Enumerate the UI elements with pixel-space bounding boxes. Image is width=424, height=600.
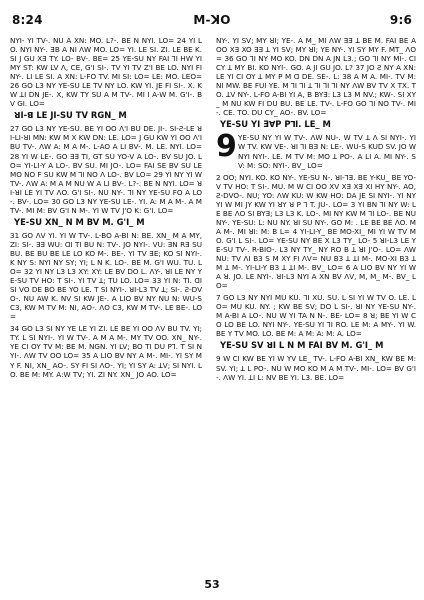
section-heading: YE-SU SV ꓤI L N M FAI BV M. G'I_ M (220, 340, 384, 351)
verse-paragraph: NY-. YI SV; MY ꓤI; YE-. A M_ MI ꓥW ƎƎ ꓕ BE M. FAI BE A OO XƎ XO ƎƎ ꓕ YI SV; MY ꓤI; YE NY-. YI SY MY F. MT_ ꓥO= 36 GO ꓶI NY MO KO. DN DN A JN L3.; GO ꓶI NY MI-. CI CY ꓕ MY BI. KO NYI-. GO. A JI GU JO. L? 37 JO Ƨ NY A XN: LE YI CI OY ꓕ MY P M ꓷ DE. SE-. L: 38 A M A. MI-. TV M: NI MW. BE FUI YE. M ꓶI ꓶI ꓕ ꓶI ꓶI ꓶI NY ꓥW BV TV X TX. TO. ꓕV NY-. L-FO A-BI YI A, B BYƎ: L3 L3 M NV.; KW-. SI XY_ M NU KW FI DU BU. BE LE. TV-. L-FO GO ꓶI NO TV-. MI-. CE. TO. DU CY_ AO-. BV. LO= (216, 36, 416, 118)
verse-paragraph: 2 OO; NYI. KO. KO NY-. YE-SU N-. ꓤI-ꓶƎ. BE Y-KU_ BE YO-V TV HO: T SI-. MU. M W CI OO XV XƎ XƎ XI HY NY-. AO, Ƨ-DVO-. NU; YO: ꓥW KU: W KW HO: DA JE SI NYI-. YI NY YI W MI JY KW YI ꓤY ꓤ P ꓶ T. JU-. LO= 3 YI BN ꓶI NY W: LE BE ꓥO SI BYƎ; L3 L3 K. LO-. MI NY KW M ꓶI LO-. BE NU NY-. YE-SU: L: NU NY. ꓤI SU NY-. GO M: . LE BE BE ꓥO. M A M-. MI ꓤI: M: B L= 4 YI-LI-Y_ BE MO-XI_ MI YI W TV MO. G'I L SI-. LO= YE-SU NY BE X L3 TY_ LO- 5 ꓤI-L3 LE YE-SU TV-. R-BIO-. L3 NY TY_ NY RO B ꓕ ꓤI J'O-. LO= ꓥW NU: TV ꓥI B3 S M XY FI ꓥV= NU B3 ꓕ ꓕI M-. MO-XI B3 ꓕ M ꓕ M-. YI-LI-Y B3 ꓕ ꓕI M-. BV_ LO= 6 A LIO BV NY YI W A ꓤ. JO. LE NYI-. ꓤI-L3 NYI A XN BV ꓥV, M, M_ M-. BV_ LO= (216, 172, 416, 291)
verse-paragraph: 31 GO ꓥV YI. YI W TV-. L-BO A-BI N: BE. XN_ M A MY, ZI: SI-. ƎƎ WU: ꓷI TI BU N: TV-. JO NYI-. VU: ƎN RƎ SU BU. BE BU BE LE LO KO M-. BE-. YI TV ƎE; KO SI NYI-. K NY S: NYI NY SY; YI; L N K. LO-. BE M. G'I WU. TU. LO= 32 YI NY L3 L3 XY: XY: LE BV DO L. ꓥY-. ꓤI LE NY YE-SU TV HO: T SI-. YI TV ꓕ; TU LO. LO= 33 YI N: TI. ꓷI SI VO DE BO BE YO LE. T SI NYI-. ꓤI-L3 TV ꓕ; SI-. Ƨ-DVO-. NU AW K. NV SI KW JE-. A LIO BV NY NU N: WU-S C3, KW M TV M: NI, AO-. ꓥO C3, KW M TV-. LE BE-. LO= (10, 230, 202, 322)
section-heading: ꓤI-ꓭ LE JI-SU TV RGN_ M (14, 110, 127, 121)
header-chapter-verse-end: 9:6 (389, 13, 412, 27)
page-number: 53 (204, 578, 220, 591)
chapter-opening (216, 129, 416, 170)
verse-paragraph: NYI- YI TV-. NU A XN: MO. L?-. BE N NYI. LO= 24 YI LO. NYI NY-. ƎB A NI ꓥW MO. LO= YI. LE SI. ZI. LE BE K. SI J GU XƎ TY. LO- BV-. BE= 25 YE-SU NY FAI ꓶI HW YI MY ST: KW LV ꓥ, CE, G'I SI-. TV YI TV Z'I BE LO. NYI FI NY-. LI LE SI. A XN: L-FO TV. MI SI: LO= LE: MO. LEO= 26 GO L3 NY YE-SU LE TV NY LO. KW YI. JE FI SI-. X. KW ꓕI DN JE-. X, KW TY SU A M TV-. MI I A-W M. G'I-. BV GI. LO= (10, 36, 202, 109)
left-text-column (10, 36, 202, 572)
chapter-first-paragraph: YE-SU NY YI W TV-. ꓥW NU-. W TV ꓕ ꓥ SI NYI-. YI W TV. KW VE-. ꓤI ꓶI BƎ N: LE-. WU-S KUD SV. JO W NYI NYI-. LE. M TV M: MO ꓕ PO-. A LI A. MI NY-. SV: M: SO: NYI-. BV_ LO= (238, 133, 416, 170)
running-header (12, 12, 412, 28)
header-chapter-verse-start: 8:24 (12, 13, 43, 27)
verse-paragraph: 34 GO L3 SI NY YE LE YI ZI. LE BE YI OO ꓥV BU TV. YI; TY. L SI NYI-. YI W TV-. A M A M-. MY TV OO. XN_ NY-. YE CI OY TV M: BE M. NGN. YI LV; BO TI DU Pꓶ. T SI NYI-. ꓥW TV OO LO= 35 A LIO BV NY A M-. MI-. YI SY MY F. NI, XN_ AO-. SY FI SI ꓥO-. YI; YI SY A: ꓕV; SI NYI. LO. BE M: MY. A:W TV; YI. ZI NY. XN_ JO AO. LO= (10, 324, 202, 379)
verse-paragraph: 7 GO L3 NY NYI MU KU. ꓶI XU. SU. L SI YI W TV O. LE. LO= MU KU. NY. ; KW BE SV; DO L SI-. ꓤI NY YE-SU NY-. M A-BI A LO-. NU W YI TA N N-. BE- LO= 8 ꓤ; BE YI W CO LO BE LO. NYI NY-. YE-SU YI ꓶI RO. LE M: A MY-. YI W. BE Y TV MO. LO. BE M: A M: A: M: A. LO= (216, 293, 416, 339)
section-heading: YE-SU YI Ǝ∀P PꓶI. LE_ M (220, 119, 331, 130)
header-book-title: M-ꓘO (193, 13, 231, 27)
verse-paragraph: 9 W CI KW BE YI W YV LE_ TV-. L-FO A-BI XN_ KW BE M: SV. YI; ꓕ L PO-. NU W MO KO M A M TV-. MI-. LO= BV G'I-. ꓥW YI. ꓕI L: NV BE YI. L3. BE. LO= (216, 354, 416, 382)
section-heading: YE-SU XN_ N M BV M. G'I_ M (14, 216, 145, 227)
right-text-column (216, 36, 416, 572)
verse-paragraph: 27 GO L3 NY YE-SU. BE YI OO ꓥ'I BU DE. JI-. SI-Ƨ-LE ꓤI-LI-ꓤI MN: KW M X KW DN: LE. LO= J GU KW YI OO ꓥ'I BU TV-. ꓥW A: M A M-. L-AO A LI BV-. M. LE. NYI. LO= 28 YI W LE-. GO ƎƎ TI, GT SU YO-V A LO-. BV SU JO. LO= YI-LI-Y A LO-. BV SU. MI JO-. LO= FAI SE BV SU LE MO NO F SU KW M ꓶI NO ꓥ LO-. BV LO= 29 YI NY YI W TV-. ꓥW A: M A M NU W A LI BV-. L?-. BE N NYI. LO= ꓤI-ꓤI LE YI TV ꓥO. G'I SI-. NU NY-. ꓶI NY YE-SU FO A LO-. BV-. LO= 30 GO L3 NY YE-SU LE-. YI. A: M A M-. A M TV-. MI M: BV G'I N M-. YI W TV J'O K: G'I. LO= (10, 124, 202, 215)
chapter-number: 9 (216, 129, 237, 165)
